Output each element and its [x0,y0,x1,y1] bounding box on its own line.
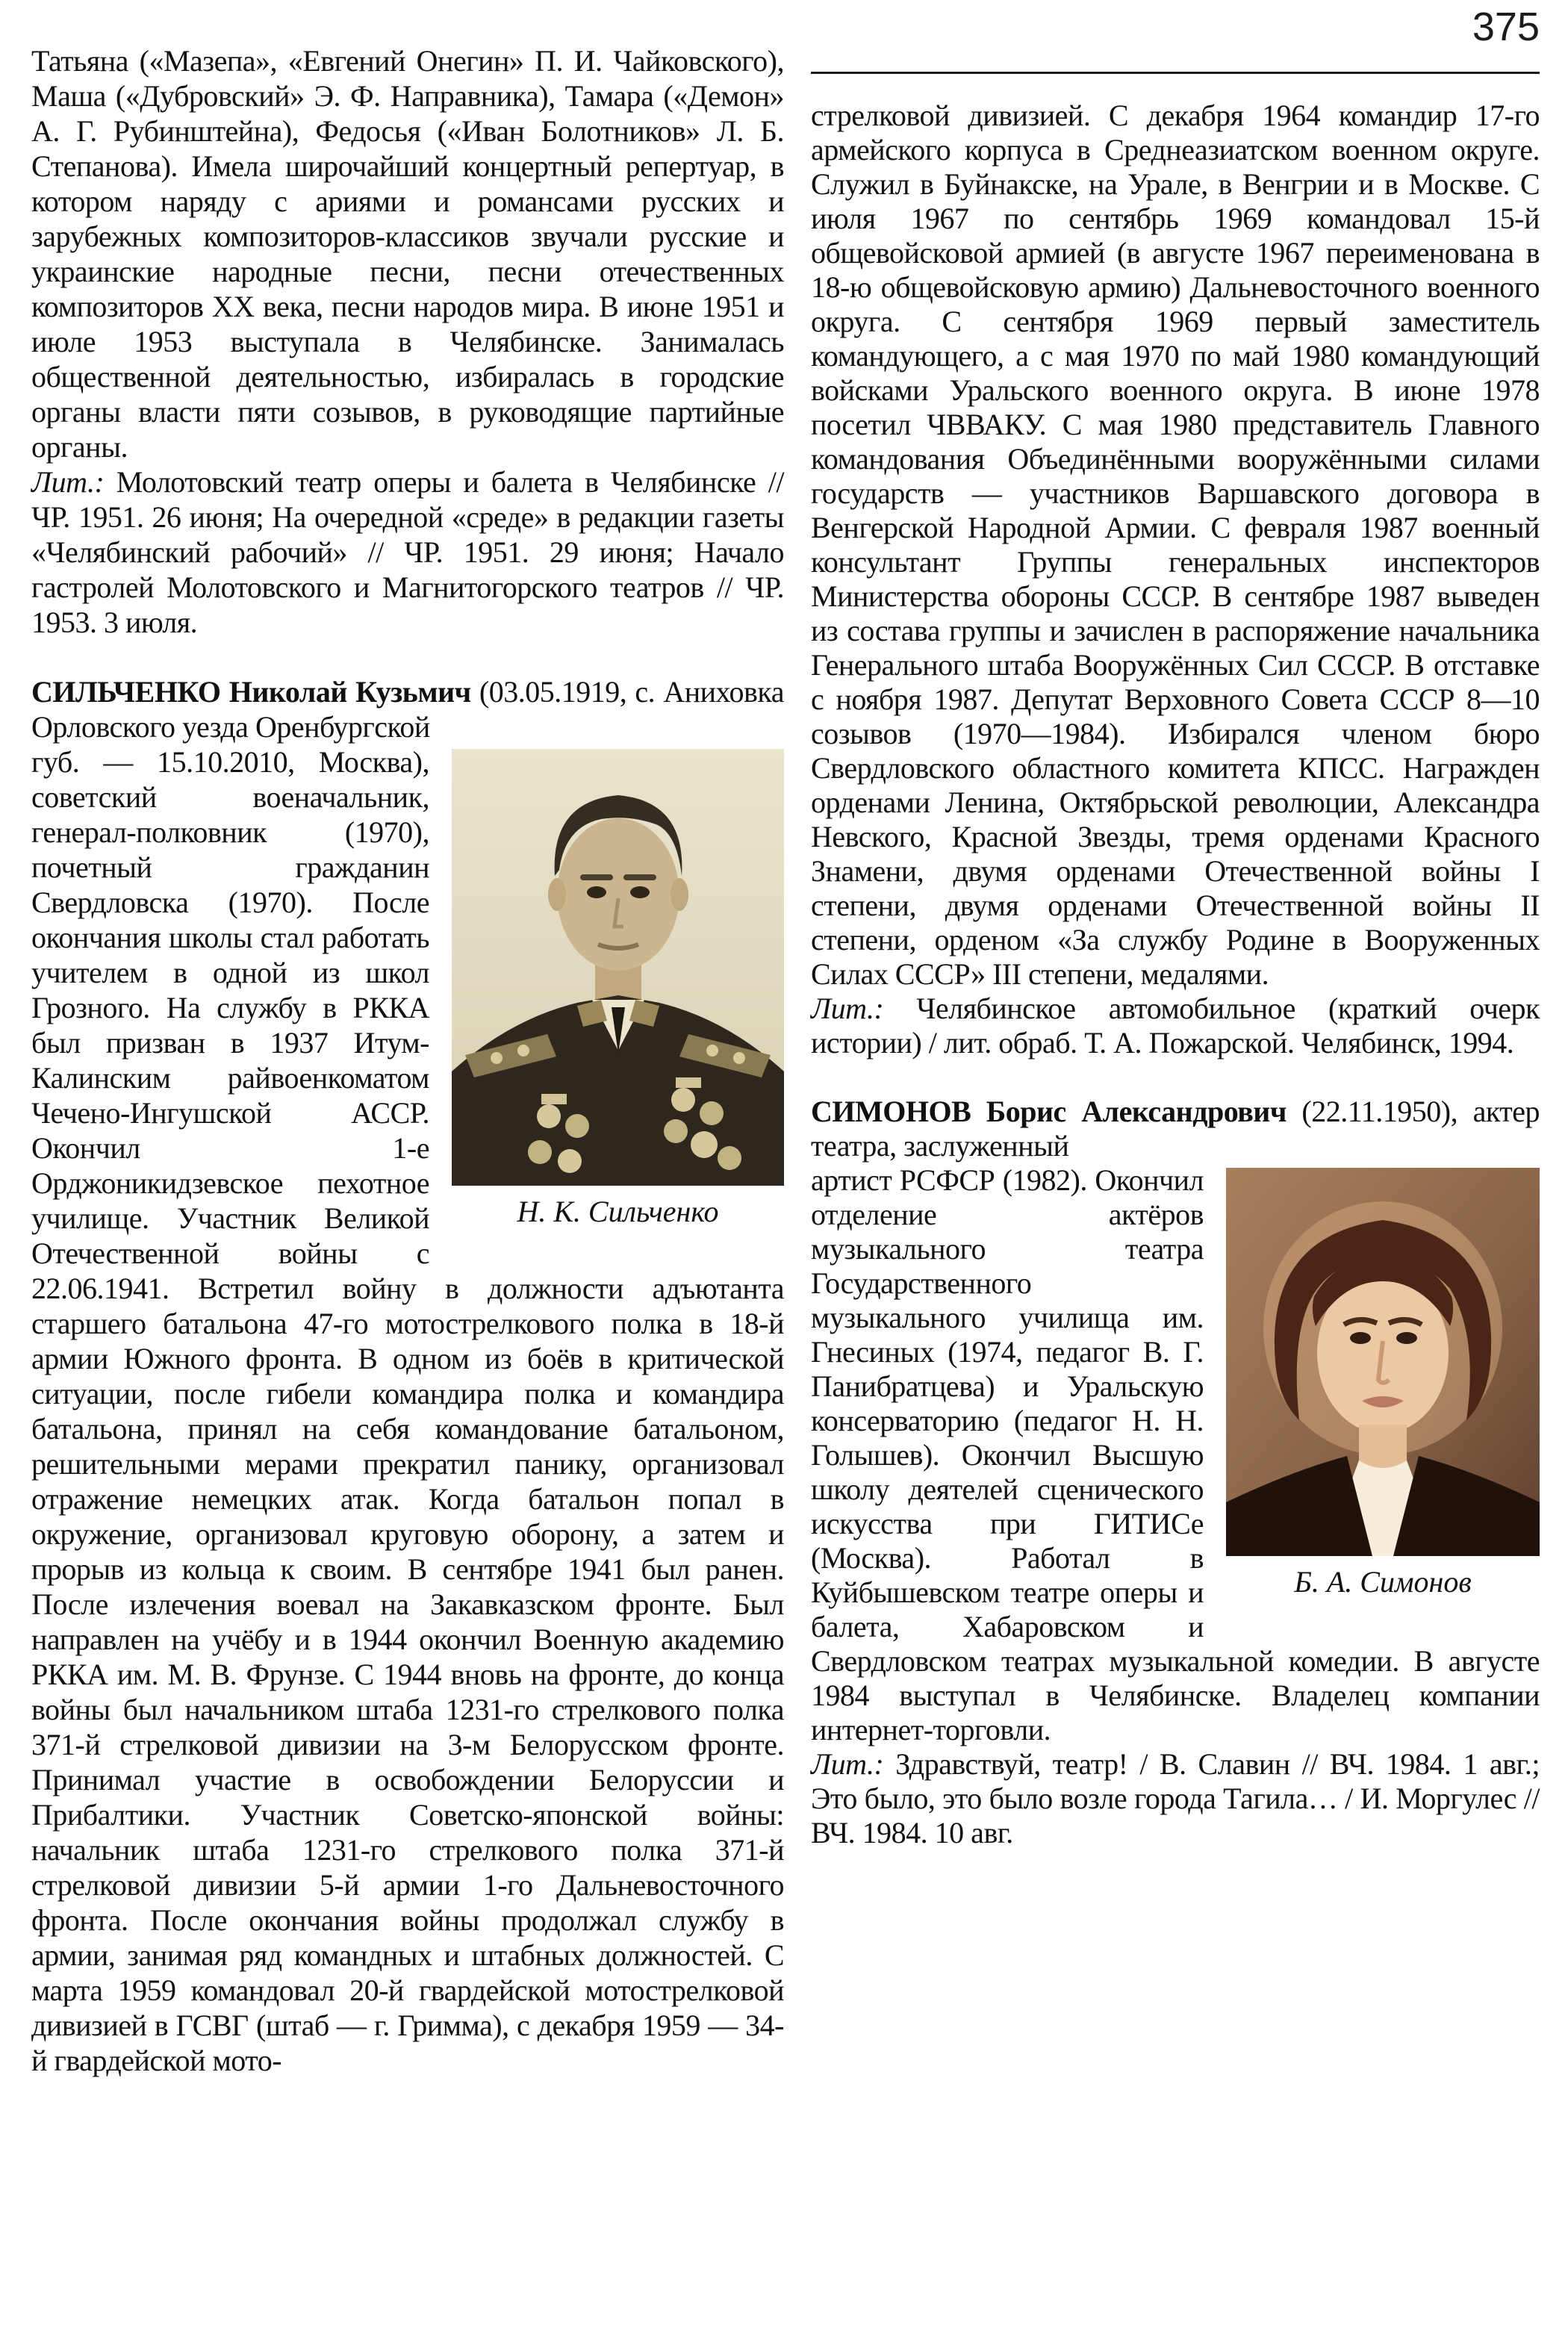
lit-paragraph-1 [31,464,784,640]
lit-paragraph-3 [811,1747,1540,1850]
intro-paragraph: Татьяна («Мазепа», «Евгений Онегин» П. И. Чайковского), Маша («Дубровский» Э. Ф. Направника), Тамара («Демон» А. Г. Рубинштейна), Федосья («Иван Болотников» Л. Б. Степанова). Имела широчайший концертный репертуар, в котором наряду с ариями и романсами русских и зарубежных композиторов-классиков звучали русские и украинские народные песни, песни отечественных композиторов XX века, песни народов мира. В июне 1951 и июле 1953 выступала в Челябинске. Занималась общественной деятельностью, избиралась в городские органы власти пяти созывов, в руководящие партийные органы. [31,44,784,464]
lit-label: Лит.: [31,465,105,499]
entry-heading-simonov [811,1095,1540,1163]
lit-label: Лит.: [811,1747,884,1781]
lit-text: Молотовский театр оперы и балета в Челябинске // ЧР. 1951. 26 июня; На очередной «среде» в редакции газеты «Челябинский рабочий» // ЧР. 1951. 29 июня; Начало гастролей Молотовского и Магнитогорского театров // ЧР. 1953. 3 июля. [31,465,784,639]
simonov-photo-figure [1226,1168,1540,1599]
silchenko-continued-paragraph: стрелковой дивизией. С декабря 1964 командир 17-го армейского корпуса в Среднеазиатском военном округе. Служил в Буйнакске, на Урале, в Венгрии и в Москве. С июля 1967 по сентябрь 1969 командовал 15-й общевойсковой армией (в августе 1967 переименована в 18-ю общевойсковую армию) Дальневосточного военного округа. С сентября 1969 первый заместитель командующего, а с мая 1970 по май 1980 командующий войсками Уральского военного округа. В июне 1978 посетил ЧВВАКУ. С мая 1980 представитель Главного командования Объединёнными вооружёнными силами государств — участников Варшавского договора в Венгерской Народной Армии. С февраля 1987 военный консультант Группы генеральных инспекторов Министерства обороны СССР. В сентябре 1987 выведен из состава группы и зачислен в распоряжение начальника Генерального штаба Вооружённых Сил СССР. В отставке с ноября 1987. Депутат Верховного Совета СССР 8—10 созывов (1970—1984). Избирался членом бюро Свердловского областного комитета КПСС. Награжден орденами Ленина, Октябрьской революции, Александра Невского, Красной Звезды, тремя орденами Красного Знамени, двумя орденами Отечественной войны I степени, двумя орденами Отечественной войны II степени, орденом «За службу Родине в Вооруженных Силах СССР» III степени, медалями. [811,99,1540,991]
entry-text-silchenko: губ. — 15.10.2010, Москва), советский военачальник, генерал-полковник (1970), почетный гражданин Свердловска (1970). После окончания школы стал работать учителем в одной из школ Грозного. На службу в РККА был призван в 1937 Итум-Калинским райвоенкоматом Чечено-Ингушской АССР. Окончил 1-е Орджоникидзевское пехотное училище. Участник Великой Отечественной войны с 22.06.1941. Встретил войну в должности адъютанта старшего батальона 47-го мотострелкового полка в 18-й армии Южного фронта. В одном из боёв в критической ситуации, после гибели командира полка и командира батальона, принял на себя командование батальоном, решительными мерами прекратил панику, организовал отражение немецких атак. Когда батальон попал в окружение, организовал круговую оборону, а затем и прорыв из кольца к своим. В сентябре 1941 был ранен. После излечения воевал на Закавказском фронте. Был направлен на учёбу и в 1944 окончил Военную академию РККА им. М. В. Фрунзе. С 1944 вновь на фронте, до конца войны был начальником штаба 1231-го стрелкового полка 371-й стрелковой дивизии на 3-м Белорусском фронте. Принимал участие в освобождении Белоруссии и Прибалтики. Участник Советско-японской войны: начальник штаба 1231-го стрелкового полка 371-й стрелковой дивизии 5-й армии 1-го Дальневосточного фронта. После окончания войны продолжал службу в армии, занимая ряд командных и штабных должностей. С марта 1959 командовал 20-й гвардейской мотострелковой дивизией в ГСВГ (штаб — г. Гримма), с декабря 1959 — 34-й гвардейской мото- [31,745,784,2077]
entry-lead-silchenko: (03.05.1919, с. Аниховка Орловского уезда Оренбургской [31,675,785,744]
lit-text: Здравствуй, театр! / В. Славин // ВЧ. 1984. 1 авг.; Это было, это было возле города Тагила… / И. Моргулес // ВЧ. 1984. 10 авг. [811,1747,1540,1849]
simonov-photo-caption: Б. А. Симонов [1294,1565,1472,1599]
person-name-silchenko: СИЛЬЧЕНКО Николай Кузьмич [31,675,471,709]
entry-silchenko [31,674,784,2078]
left-column [31,43,784,2078]
lit-label: Лит.: [811,992,884,1025]
right-column [811,99,1540,1850]
person-name-simonov: СИМОНОВ Борис Александрович [811,1095,1287,1128]
silchenko-portrait-photo [452,749,784,1186]
entry-lead-simonov: (22.11.1950), актер театра, заслуженный [811,1095,1540,1163]
lit-paragraph-2 [811,992,1540,1060]
entry-text-simonov: артист РСФСР (1982). Окончил отделение актёров музыкального театра Государственного музыкального училища им. Гнесиных (1974, педагог В. Г. Панибратцева) и Уральскую консерваторию (педагог Н. Н. Голышев). Окончил Высшую школу деятелей сценического искусства при ГИТИСе (Москва). Работал в Куйбышевском театре оперы и балета, Хабаровском и Свердловском театрах музыкальной комедии. В августе 1984 выступал в Челябинске. Владелец компании интернет-торговли. [811,1163,1540,1746]
entry-heading-silchenko [31,674,784,744]
header-rule [811,72,1540,74]
simonov-portrait-photo [1226,1168,1540,1556]
entry-body-silchenko [31,744,784,2078]
silchenko-photo-figure [452,749,784,1229]
silchenko-photo-caption: Н. К. Сильченко [517,1195,719,1228]
page-number: 375 [1472,4,1540,49]
entry-simonov [811,1095,1540,1850]
lit-text: Челябинское автомобильное (краткий очерк истории) / лит. обраб. Т. А. Пожарской. Челябинск, 1994. [811,992,1540,1060]
entry-body-simonov [811,1163,1540,1747]
